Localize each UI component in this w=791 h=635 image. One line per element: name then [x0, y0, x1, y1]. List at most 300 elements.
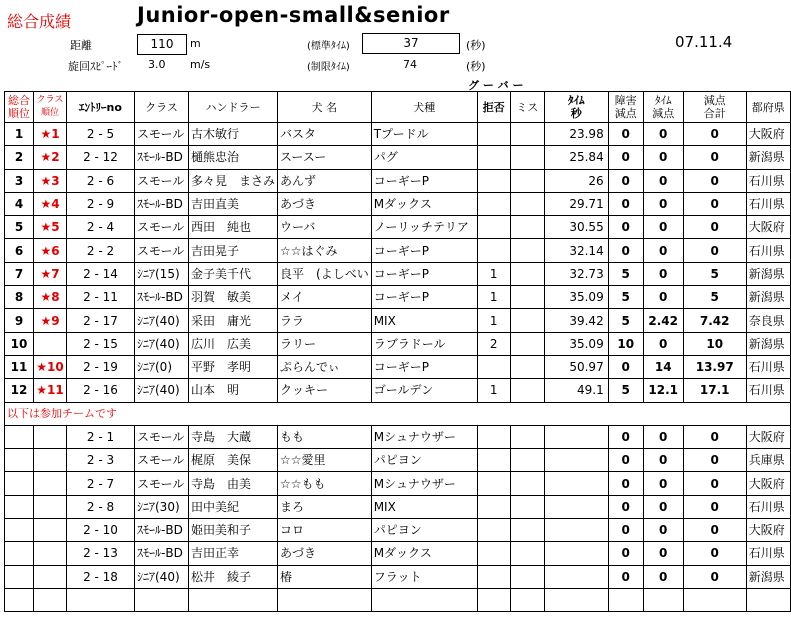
cell-overall-rank: 4: [5, 192, 34, 215]
cell-total-deduct: 0: [683, 542, 746, 565]
participant-row: [5, 472, 791, 495]
cell-entry-no: 2 - 1: [67, 425, 135, 448]
cell-total-deduct: 0: [683, 123, 746, 146]
cell-prefecture: 大阪府: [746, 425, 790, 448]
cell-total-deduct: 0: [683, 565, 746, 588]
cell-dog-name: クッキー: [278, 379, 372, 402]
cell-miss: [510, 146, 544, 169]
cell-handler: 寺島 由美: [189, 472, 278, 495]
cell-prefecture: 石川県: [746, 542, 790, 565]
cell-handler: 梶原 美保: [189, 449, 278, 472]
cell-time-deduct: 0: [643, 542, 683, 565]
cell-prefecture: 奈良県: [746, 309, 790, 332]
std-time-value: 37: [362, 33, 460, 54]
cell-class: ｼﾆｱ(15): [135, 262, 189, 285]
cell-breed: Tプードル: [371, 123, 477, 146]
participant-row: [5, 542, 791, 565]
table-row: [5, 286, 791, 309]
cell-entry-no: 2 - 13: [67, 542, 135, 565]
cell-refusal: [477, 542, 510, 565]
table-row: [5, 379, 791, 402]
cell-entry-no: 2 - 19: [67, 355, 135, 378]
cell-time-deduct: 0: [643, 495, 683, 518]
cell-refusal: [477, 425, 510, 448]
cell-time-deduct: 0: [643, 216, 683, 239]
participants-note-row: [5, 402, 791, 425]
cell-miss: [510, 216, 544, 239]
cell-time: [544, 449, 608, 472]
cell-class-rank: ★11: [34, 379, 67, 402]
col-header-refusal: 拒否: [477, 92, 510, 123]
results-table: [4, 91, 791, 612]
cell-refusal: [477, 216, 510, 239]
limit-time-label: (制限ﾀｲﾑ): [307, 62, 350, 73]
cell-handler: 田中美紀: [189, 495, 278, 518]
cell-breed: パピヨン: [371, 519, 477, 542]
cell-time: [544, 542, 608, 565]
cell-class-rank: [34, 495, 67, 518]
cell-refusal: [477, 192, 510, 215]
cell-entry-no: 2 - 3: [67, 449, 135, 472]
cell-obstacle-deduct: 10: [608, 332, 643, 355]
turn-speed-value: 3.0: [148, 58, 166, 71]
cell-entry-no: 2 - 7: [67, 472, 135, 495]
cell-total-deduct: 0: [683, 472, 746, 495]
cell-prefecture: 大阪府: [746, 472, 790, 495]
col-header-class-rank: クラス 順位: [34, 92, 67, 123]
cell-breed: パグ: [371, 146, 477, 169]
cell-handler: 古木敏行: [189, 123, 278, 146]
cell-time: 49.1: [544, 379, 608, 402]
table-row: [5, 123, 791, 146]
cell-handler: 多々見 まさみ: [189, 169, 278, 192]
cell-prefecture: 新潟県: [746, 146, 790, 169]
cell-prefecture: 大阪府: [746, 519, 790, 542]
col-header-handler: ハンドラー: [189, 92, 278, 123]
cell-total-deduct: 0: [683, 146, 746, 169]
std-time-unit: (秒): [466, 39, 486, 52]
cell-time-deduct: 0: [643, 472, 683, 495]
cell-time-deduct: 0: [643, 519, 683, 542]
cell-miss: [510, 425, 544, 448]
table-row: [5, 309, 791, 332]
cell-total-deduct: 5: [683, 286, 746, 309]
cell-dog-name: もも: [278, 425, 372, 448]
table-row: [5, 216, 791, 239]
table-header-row: [5, 92, 791, 123]
cell-total-deduct: 0: [683, 425, 746, 448]
cell-handler: 吉田晃子: [189, 239, 278, 262]
cell-class: ｼﾆｱ(40): [135, 379, 189, 402]
cell-refusal: [477, 519, 510, 542]
cell-time-deduct: 0: [643, 286, 683, 309]
cell-handler: 金子美千代: [189, 262, 278, 285]
table-row: [5, 239, 791, 262]
cell-time-deduct: 12.1: [643, 379, 683, 402]
cell-refusal: [477, 472, 510, 495]
cell-time: 26: [544, 169, 608, 192]
cell-breed: Mシュナウザー: [371, 472, 477, 495]
cell-overall-rank: 8: [5, 286, 34, 309]
distance-value: 110: [137, 34, 187, 55]
cell-class-rank: ★4: [34, 192, 67, 215]
cell-handler: 樋熊忠治: [189, 146, 278, 169]
cell-time-deduct: 0: [643, 449, 683, 472]
cell-handler: 山本 明: [189, 379, 278, 402]
cell-dog-name: ウーバ: [278, 216, 372, 239]
cell-dog-name: あづき: [278, 192, 372, 215]
cell-class: スモール: [135, 239, 189, 262]
cell-time-deduct: 0: [643, 565, 683, 588]
cell-overall-rank: [5, 542, 34, 565]
cell-total-deduct: 0: [683, 449, 746, 472]
cell-entry-no: 2 - 18: [67, 565, 135, 588]
cell-refusal: [477, 565, 510, 588]
cell-time: 25.84: [544, 146, 608, 169]
cell-prefecture: 石川県: [746, 239, 790, 262]
cell-entry-no: 2 - 4: [67, 216, 135, 239]
cell-miss: [510, 379, 544, 402]
col-header-time-deduct: ﾀｲﾑ 減点: [643, 92, 683, 123]
cell-refusal: [477, 169, 510, 192]
cell-dog-name: まろ: [278, 495, 372, 518]
table-row: [5, 262, 791, 285]
col-header-entry-no: ｴﾝﾄﾘｰno: [67, 92, 135, 123]
cell-prefecture: 新潟県: [746, 332, 790, 355]
cell-overall-rank: 10: [5, 332, 34, 355]
cell-refusal: [477, 123, 510, 146]
col-header-prefecture: 都府県: [746, 92, 790, 123]
cell-time: [544, 519, 608, 542]
cell-prefecture: 新潟県: [746, 565, 790, 588]
cell-breed: コーギーP: [371, 286, 477, 309]
col-header-total-deduct: 減点 合計: [683, 92, 746, 123]
cell-class: ｽﾓｰﾙ-BD: [135, 542, 189, 565]
cell-time-deduct: 0: [643, 332, 683, 355]
cell-overall-rank: [5, 449, 34, 472]
cell-refusal: [477, 449, 510, 472]
cell-breed: MIX: [371, 309, 477, 332]
cell-miss: [510, 239, 544, 262]
cell-handler: 西田 純也: [189, 216, 278, 239]
cell-handler: 吉田正幸: [189, 542, 278, 565]
cell-time-deduct: 14: [643, 355, 683, 378]
limit-time-value: 74: [403, 58, 417, 71]
table-row: [5, 332, 791, 355]
distance-label: 距離: [70, 39, 92, 52]
cell-dog-name: コロ: [278, 519, 372, 542]
cell-breed: コーギーP: [371, 169, 477, 192]
cell-miss: [510, 332, 544, 355]
cell-class-rank: ★5: [34, 216, 67, 239]
cell-miss: [510, 542, 544, 565]
cell-class: スモール: [135, 123, 189, 146]
cell-overall-rank: 2: [5, 146, 34, 169]
cell-total-deduct: 0: [683, 192, 746, 215]
participant-row: [5, 495, 791, 518]
cell-time-deduct: 0: [643, 123, 683, 146]
cell-entry-no: 2 - 15: [67, 332, 135, 355]
cell-class-rank: ★6: [34, 239, 67, 262]
cell-class-rank: ★3: [34, 169, 67, 192]
std-time-label: (標準ﾀｲﾑ): [307, 41, 350, 52]
cell-time-deduct: 0: [643, 239, 683, 262]
cell-handler: 寺島 大蔵: [189, 425, 278, 448]
cell-dog-name: 椿: [278, 565, 372, 588]
col-header-overall-rank: 総合 順位: [5, 92, 34, 123]
cell-class-rank: [34, 565, 67, 588]
cell-overall-rank: [5, 565, 34, 588]
cell-refusal: 1: [477, 286, 510, 309]
cell-prefecture: 石川県: [746, 169, 790, 192]
cell-time: [544, 565, 608, 588]
cell-dog-name: ☆☆はぐみ: [278, 239, 372, 262]
cell-class: ｼﾆｱ(0): [135, 355, 189, 378]
cell-breed: コーギーP: [371, 262, 477, 285]
cell-class-rank: [34, 332, 67, 355]
cell-total-deduct: 17.1: [683, 379, 746, 402]
table-row: [5, 169, 791, 192]
cell-entry-no: 2 - 8: [67, 495, 135, 518]
cell-prefecture: 大阪府: [746, 216, 790, 239]
cell-overall-rank: 11: [5, 355, 34, 378]
cell-dog-name: あんず: [278, 169, 372, 192]
cell-class-rank: [34, 472, 67, 495]
cell-class-rank: ★10: [34, 355, 67, 378]
results-title-jp: 総合成績: [7, 12, 72, 31]
cell-miss: [510, 355, 544, 378]
cell-dog-name: バスタ: [278, 123, 372, 146]
cell-breed: パピヨン: [371, 449, 477, 472]
cell-entry-no: 2 - 12: [67, 146, 135, 169]
cell-miss: [510, 449, 544, 472]
cell-class: ｼﾆｱ(30): [135, 495, 189, 518]
cell-obstacle-deduct: 0: [608, 519, 643, 542]
cell-prefecture: 石川県: [746, 495, 790, 518]
cell-dog-name: ☆☆もも: [278, 472, 372, 495]
cell-overall-rank: [5, 519, 34, 542]
cell-entry-no: 2 - 5: [67, 123, 135, 146]
cell-breed: フラット: [371, 565, 477, 588]
cell-miss: [510, 123, 544, 146]
cell-handler: 平野 孝明: [189, 355, 278, 378]
col-header-time: ﾀｲﾑ 秒: [544, 92, 608, 123]
cell-total-deduct: 0: [683, 495, 746, 518]
cell-class: ｽﾓｰﾙ-BD: [135, 192, 189, 215]
cell-refusal: [477, 239, 510, 262]
cell-obstacle-deduct: 0: [608, 542, 643, 565]
cell-time: 32.14: [544, 239, 608, 262]
cell-dog-name: メイ: [278, 286, 372, 309]
cell-prefecture: 石川県: [746, 379, 790, 402]
cell-total-deduct: 5: [683, 262, 746, 285]
cell-class: ｼﾆｱ(40): [135, 332, 189, 355]
cell-entry-no: 2 - 16: [67, 379, 135, 402]
cell-overall-rank: 3: [5, 169, 34, 192]
cell-refusal: [477, 355, 510, 378]
cell-miss: [510, 495, 544, 518]
cell-obstacle-deduct: 0: [608, 169, 643, 192]
cell-class: スモール: [135, 169, 189, 192]
cell-class: ｼﾆｱ(40): [135, 309, 189, 332]
cell-total-deduct: 7.42: [683, 309, 746, 332]
cell-miss: [510, 192, 544, 215]
turn-speed-unit: m/s: [190, 58, 211, 71]
cell-overall-rank: 9: [5, 309, 34, 332]
cell-class-rank: [34, 519, 67, 542]
cell-class: スモール: [135, 425, 189, 448]
cell-dog-name: あづき: [278, 542, 372, 565]
cell-class: ｽﾓｰﾙ-BD: [135, 519, 189, 542]
cell-class-rank: ★2: [34, 146, 67, 169]
cell-refusal: 1: [477, 379, 510, 402]
cell-miss: [510, 565, 544, 588]
cell-class: スモール: [135, 472, 189, 495]
cell-overall-rank: 5: [5, 216, 34, 239]
cell-obstacle-deduct: 0: [608, 449, 643, 472]
cell-obstacle-deduct: 5: [608, 286, 643, 309]
cell-time: [544, 495, 608, 518]
cell-dog-name: スースー: [278, 146, 372, 169]
cell-obstacle-deduct: 0: [608, 146, 643, 169]
participant-row: [5, 425, 791, 448]
cell-handler: 姫田美和子: [189, 519, 278, 542]
cell-obstacle-deduct: 5: [608, 379, 643, 402]
cell-obstacle-deduct: 0: [608, 425, 643, 448]
cell-dog-name: ぷらんでぃ: [278, 355, 372, 378]
cell-overall-rank: 1: [5, 123, 34, 146]
cell-prefecture: 石川県: [746, 192, 790, 215]
participant-row: [5, 565, 791, 588]
cell-miss: [510, 519, 544, 542]
cell-breed: Mダックス: [371, 542, 477, 565]
cell-time: 35.09: [544, 286, 608, 309]
cell-time: 50.97: [544, 355, 608, 378]
cell-class: ｽﾓｰﾙ-BD: [135, 146, 189, 169]
limit-time-unit: (秒): [466, 60, 486, 73]
cell-overall-rank: [5, 472, 34, 495]
turn-speed-label: 旋回ｽﾋﾟｰﾄﾞ: [68, 60, 123, 73]
cell-obstacle-deduct: 5: [608, 262, 643, 285]
cell-handler: 広川 広美: [189, 332, 278, 355]
event-date: 07.11.4: [675, 33, 733, 51]
table-row: [5, 146, 791, 169]
col-header-breed: 犬種: [371, 92, 477, 123]
cell-entry-no: 2 - 9: [67, 192, 135, 215]
group-label: グ ー バ ー: [468, 79, 524, 92]
cell-time: 23.98: [544, 123, 608, 146]
cell-breed: ラブラドール: [371, 332, 477, 355]
cell-total-deduct: 0: [683, 216, 746, 239]
cell-handler: 采田 庸光: [189, 309, 278, 332]
cell-time-deduct: 0: [643, 192, 683, 215]
cell-handler: 羽賀 敏美: [189, 286, 278, 309]
cell-dog-name: ☆☆愛里: [278, 449, 372, 472]
cell-refusal: [477, 146, 510, 169]
cell-miss: [510, 169, 544, 192]
cell-time: 30.55: [544, 216, 608, 239]
cell-prefecture: 新潟県: [746, 262, 790, 285]
cell-entry-no: 2 - 14: [67, 262, 135, 285]
cell-total-deduct: 13.97: [683, 355, 746, 378]
cell-breed: コーギーP: [371, 355, 477, 378]
cell-time: [544, 425, 608, 448]
cell-entry-no: 2 - 10: [67, 519, 135, 542]
cell-class-rank: ★8: [34, 286, 67, 309]
col-header-obstacle-deduct: 障害 減点: [608, 92, 643, 123]
cell-time-deduct: 0: [643, 425, 683, 448]
cell-entry-no: 2 - 2: [67, 239, 135, 262]
cell-refusal: [477, 495, 510, 518]
cell-class-rank: [34, 425, 67, 448]
cell-breed: コーギーP: [371, 239, 477, 262]
cell-refusal: 1: [477, 262, 510, 285]
cell-dog-name: 良平 (よしべい: [278, 262, 372, 285]
cell-dog-name: ララ: [278, 309, 372, 332]
col-header-dog-name: 犬 名: [278, 92, 372, 123]
cell-class-rank: ★9: [34, 309, 67, 332]
cell-time: [544, 472, 608, 495]
cell-miss: [510, 309, 544, 332]
participant-row: [5, 519, 791, 542]
cell-time-deduct: 2.42: [643, 309, 683, 332]
cell-time: 35.09: [544, 332, 608, 355]
cell-obstacle-deduct: 0: [608, 495, 643, 518]
cell-dog-name: ラリー: [278, 332, 372, 355]
cell-overall-rank: 7: [5, 262, 34, 285]
table-row-empty: [5, 588, 791, 611]
cell-time: 32.73: [544, 262, 608, 285]
cell-entry-no: 2 - 17: [67, 309, 135, 332]
cell-entry-no: 2 - 6: [67, 169, 135, 192]
cell-time-deduct: 0: [643, 169, 683, 192]
cell-breed: ノーリッチテリア: [371, 216, 477, 239]
cell-miss: [510, 286, 544, 309]
cell-class: ｽﾓｰﾙ-BD: [135, 286, 189, 309]
col-header-miss: ミス: [510, 92, 544, 123]
participants-note: 以下は参加チームです: [5, 402, 791, 425]
cell-total-deduct: 0: [683, 519, 746, 542]
cell-handler: 松井 綾子: [189, 565, 278, 588]
cell-obstacle-deduct: 0: [608, 355, 643, 378]
cell-class: スモール: [135, 449, 189, 472]
event-title: Junior-open-small&senior: [137, 3, 450, 27]
cell-class: ｼﾆｱ(40): [135, 565, 189, 588]
cell-prefecture: 石川県: [746, 355, 790, 378]
cell-obstacle-deduct: 0: [608, 192, 643, 215]
cell-class-rank: ★1: [34, 123, 67, 146]
cell-overall-rank: [5, 425, 34, 448]
cell-obstacle-deduct: 5: [608, 309, 643, 332]
cell-miss: [510, 262, 544, 285]
cell-overall-rank: [5, 495, 34, 518]
cell-class-rank: ★7: [34, 262, 67, 285]
cell-obstacle-deduct: 0: [608, 565, 643, 588]
cell-breed: Mダックス: [371, 192, 477, 215]
cell-obstacle-deduct: 0: [608, 239, 643, 262]
cell-breed: ゴールデン: [371, 379, 477, 402]
cell-time-deduct: 0: [643, 146, 683, 169]
cell-prefecture: 兵庫県: [746, 449, 790, 472]
cell-time: 29.71: [544, 192, 608, 215]
table-row: [5, 192, 791, 215]
cell-class-rank: [34, 542, 67, 565]
participant-row: [5, 449, 791, 472]
table-row: [5, 355, 791, 378]
cell-obstacle-deduct: 0: [608, 216, 643, 239]
cell-refusal: 1: [477, 309, 510, 332]
cell-class: スモール: [135, 216, 189, 239]
